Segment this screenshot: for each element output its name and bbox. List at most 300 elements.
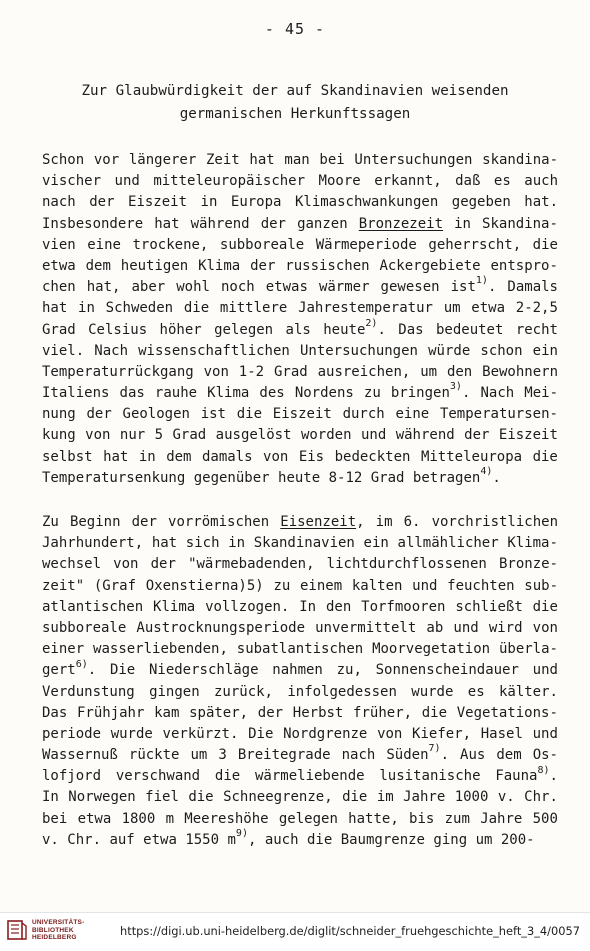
word: Austrocknungsperiode — [136, 619, 305, 636]
word: die — [306, 831, 341, 848]
word: die — [421, 704, 448, 721]
word: schon — [480, 342, 523, 359]
word: von — [263, 448, 289, 465]
word: vien — [42, 236, 76, 253]
word: rückte — [128, 747, 180, 764]
word: Nordens — [294, 385, 354, 402]
word: gewesen — [380, 279, 440, 296]
title-line-1: Zur Glaubwürdigkeit der auf Skandinavien weisenden — [81, 83, 509, 99]
word: Bronze- — [498, 556, 558, 573]
word: 1-2 — [238, 363, 265, 380]
word: m — [165, 810, 175, 827]
word: nur — [119, 427, 146, 444]
word: der — [86, 406, 112, 423]
word: und — [360, 427, 387, 444]
text-line — [42, 277, 558, 298]
word: gegeben — [451, 194, 511, 211]
word: Die — [109, 662, 136, 679]
word: Geologen — [122, 406, 190, 423]
word: der — [150, 556, 176, 573]
word: um — [475, 831, 501, 848]
word: Wassernuß — [42, 747, 118, 764]
text-line — [42, 317, 558, 341]
word: wasserliebenden, — [93, 641, 228, 658]
word: die — [236, 406, 263, 423]
text-line — [42, 639, 558, 660]
word: zum — [444, 810, 470, 827]
word: Temperatursenkung — [42, 469, 194, 486]
word: Verdunstung — [42, 683, 135, 700]
word: zu — [363, 385, 381, 402]
word: Mitteleuropa — [420, 448, 523, 465]
word: der — [250, 257, 276, 274]
word: nach — [42, 194, 76, 211]
word: hat — [42, 300, 68, 317]
word: entspro- — [490, 257, 558, 274]
word: die — [532, 598, 558, 615]
word: aber — [131, 279, 166, 296]
word: Niederschläge — [148, 662, 259, 679]
word: 3 — [218, 747, 227, 764]
text-line — [42, 745, 558, 766]
word: während — [190, 215, 250, 232]
article-title — [0, 80, 590, 126]
word: hat. — [524, 194, 558, 211]
word: Europa — [230, 194, 282, 211]
word: Breitegrade — [237, 747, 331, 764]
word: geherrscht, — [428, 236, 522, 253]
text-line — [42, 724, 558, 745]
word: und — [532, 725, 558, 742]
page-number: - 45 - — [264, 20, 326, 38]
word: ein — [363, 535, 389, 552]
word: in — [78, 300, 95, 317]
word: Zu — [42, 514, 59, 530]
word: der — [464, 427, 490, 444]
word: Chr. — [67, 831, 110, 848]
word: Italiens — [42, 385, 110, 402]
word: sub- — [524, 577, 558, 594]
word: feuchten — [447, 577, 515, 594]
word: gert$^{6)}$. — [42, 658, 97, 679]
word: wohl — [176, 279, 210, 296]
word: die — [342, 789, 368, 806]
word: und — [114, 173, 140, 190]
word: zu — [273, 577, 291, 594]
word: skandina- — [482, 152, 558, 168]
word: die — [188, 789, 214, 806]
word: wurde — [411, 683, 454, 700]
word: Jahrhundert, — [42, 535, 144, 552]
word: Meereshöhe — [184, 810, 269, 827]
word: ist — [200, 406, 226, 423]
text-line — [42, 809, 558, 830]
word: daß — [455, 173, 481, 190]
word: Grad — [42, 321, 76, 338]
word: ausreichen, — [317, 363, 411, 380]
word: schließt — [455, 598, 523, 615]
text-line — [42, 447, 558, 468]
text-line — [42, 766, 558, 787]
word: hatte, — [348, 810, 399, 827]
word: und — [412, 577, 438, 594]
university-library-logo-icon — [6, 919, 28, 941]
word: Schon — [42, 152, 85, 168]
word: heute$^{2)}$. — [323, 317, 386, 338]
word: eine — [87, 236, 121, 253]
word: mitteleuropäischer — [153, 173, 306, 190]
word: Untersuchungen — [299, 342, 418, 359]
word: Fauna$^{8)}$. — [495, 764, 558, 785]
word: hat — [154, 215, 180, 232]
word: In — [42, 789, 59, 806]
word: Mei- — [524, 385, 558, 402]
word: hat — [249, 152, 275, 168]
word: Grad — [172, 427, 207, 444]
word: von — [377, 725, 403, 742]
word: wird — [488, 619, 523, 636]
word: Ackergebiete — [379, 257, 481, 274]
title-line-2: germanischen Herkunftssagen — [179, 106, 411, 122]
word: bedeutet — [435, 321, 504, 338]
word: v. — [42, 831, 68, 848]
word: Eiszeit — [128, 194, 188, 211]
word: gelegen — [214, 321, 274, 338]
word: Grad — [370, 469, 413, 486]
word: trockene, — [132, 236, 209, 253]
word: hat — [151, 535, 178, 552]
word: bringen$^{3)}$. — [390, 381, 471, 402]
word: mittlere — [219, 300, 288, 317]
word: russischen — [285, 257, 370, 274]
word: 200- — [500, 831, 535, 848]
word: worden — [300, 427, 352, 444]
word: Nordgrenze — [283, 725, 368, 742]
word: Moorvegetation — [372, 641, 491, 658]
word: verkürzt. — [162, 725, 239, 742]
word: Jahre — [480, 810, 523, 827]
text-line — [42, 425, 558, 446]
word: periode — [42, 725, 102, 742]
word: etwa — [77, 810, 112, 827]
word: v. — [497, 789, 515, 806]
word: lichtdurchflossenen — [326, 556, 487, 573]
word: auch — [264, 831, 307, 848]
word: von — [203, 363, 229, 380]
word: Süden$^{7)}$. — [386, 743, 449, 764]
word: sich — [185, 535, 220, 552]
word: verschwand — [115, 768, 201, 785]
word: wurde — [110, 725, 153, 742]
word: gelegen — [278, 810, 338, 827]
word: wissenschaftlichen — [138, 342, 290, 359]
word: Temperaturrückgang — [42, 363, 194, 380]
word: etwa — [471, 300, 506, 317]
word: subboreale — [42, 619, 127, 636]
word: unvermittelt — [315, 619, 417, 636]
word: in — [138, 448, 156, 465]
text-line — [42, 703, 558, 724]
word: Kiefer, — [412, 725, 472, 742]
word: ist$^{1)}$. — [450, 275, 497, 296]
word: höher — [159, 321, 202, 338]
text-line — [42, 682, 558, 703]
word: Insbesondere — [42, 215, 144, 232]
word: 500 — [532, 810, 558, 827]
word: der — [131, 514, 157, 530]
text-line — [42, 362, 558, 383]
text-line — [42, 597, 558, 618]
word: eine — [395, 406, 430, 423]
word: hat, — [86, 279, 121, 296]
word: viel. — [42, 342, 85, 359]
word: und — [532, 662, 558, 679]
word: im — [376, 789, 394, 806]
word: Damals — [507, 279, 558, 296]
word: von — [113, 556, 139, 573]
word: Aus — [460, 747, 486, 764]
text-line — [42, 533, 558, 554]
word: wärmer — [318, 279, 370, 296]
word: lusitanische — [379, 768, 481, 785]
word: Hasel — [480, 725, 523, 742]
word: Chr. — [524, 789, 558, 806]
word: es — [493, 173, 511, 190]
word: 1800 — [121, 810, 156, 827]
paragraph-1 — [42, 150, 558, 489]
word: nach — [341, 747, 376, 764]
word: überla- — [498, 641, 558, 658]
text-line — [42, 512, 558, 533]
word: selbst — [42, 448, 93, 465]
word: Herbst — [292, 704, 344, 721]
word: es — [467, 683, 485, 700]
text-line — [42, 618, 558, 639]
text-line — [42, 256, 558, 277]
word: vorchristlichen — [431, 514, 558, 530]
word: der — [89, 194, 115, 211]
word: etwas — [265, 279, 308, 296]
text-line — [42, 150, 558, 171]
word: um — [190, 747, 208, 764]
word: 5 — [154, 427, 164, 444]
word: ein — [532, 342, 558, 359]
word: der — [260, 215, 286, 232]
word: durch — [342, 406, 385, 423]
word: damals — [201, 448, 253, 465]
word: Klima — [198, 257, 241, 274]
word: gingen — [149, 683, 200, 700]
viewer-footer — [0, 912, 590, 951]
word: bei — [319, 152, 345, 168]
word: vor — [93, 152, 120, 168]
word: ab — [426, 619, 444, 636]
word: heutigen — [120, 257, 189, 274]
word: Beginn — [69, 514, 121, 530]
word: in — [228, 535, 246, 552]
word: lofjord — [42, 768, 102, 785]
library-logo-text: UNIVERSITÄTS- BIBLIOTHEK HEIDELBERG — [32, 919, 85, 941]
word: 8-12 — [328, 469, 371, 486]
word: wärmeliebende — [255, 768, 365, 785]
word: vischer — [42, 173, 102, 190]
word: gegenüber — [193, 469, 279, 486]
word: während — [395, 427, 455, 444]
word: etwa — [42, 257, 76, 274]
word: längerer — [128, 152, 197, 168]
word: 1000 — [454, 789, 489, 806]
word: dem — [496, 747, 522, 764]
word: würde — [428, 342, 471, 359]
word: dem — [166, 448, 192, 465]
word: den — [325, 598, 352, 615]
word: Eisenzeit, — [280, 514, 365, 530]
word: "wärmebadenden, — [188, 556, 315, 573]
word: rauhe — [154, 385, 198, 402]
text-line — [42, 830, 558, 851]
paragraph-2 — [42, 512, 558, 851]
word: kälter. — [498, 683, 558, 700]
word: Celsius — [88, 321, 148, 338]
word: Untersuchungen — [354, 152, 473, 168]
word: den — [446, 363, 473, 380]
word: im — [375, 514, 393, 530]
word: Zeit — [206, 152, 240, 168]
word: bei — [42, 810, 68, 827]
word: in — [200, 194, 218, 211]
word: $m^{9)}$, — [227, 828, 265, 848]
word: Baumgrenze — [340, 831, 434, 848]
word: von — [532, 619, 558, 636]
text-line — [42, 383, 558, 404]
text-line — [42, 298, 558, 319]
word: ging — [433, 831, 476, 848]
word: einem — [300, 577, 343, 594]
word: die — [532, 448, 558, 465]
word: auch — [524, 173, 558, 190]
word: allmählicher — [397, 535, 499, 552]
word: Schneegrenze, — [223, 789, 333, 806]
word: die — [183, 300, 210, 317]
word: Nach — [480, 385, 515, 402]
word: bis — [409, 810, 435, 827]
word: vorrömischen — [168, 514, 270, 530]
word: später, — [189, 704, 249, 721]
word: 6. — [403, 514, 421, 530]
word: früher, — [353, 704, 413, 721]
word: 1550 — [185, 831, 228, 848]
word: Jahrestemperatur — [298, 300, 433, 317]
word: Eiszeit — [498, 427, 558, 444]
word: Skandinavien — [253, 535, 355, 552]
word: und — [453, 619, 479, 636]
word: hat — [103, 448, 129, 465]
word: Nach — [94, 342, 128, 359]
text-line — [42, 341, 558, 362]
document-url-link[interactable]: https://digi.ub.uni-heidelberg.de/diglit/schneider_fruehgeschichte_heft_3_4/0057 — [120, 924, 580, 938]
word: von — [85, 427, 111, 444]
word: Klima- — [507, 535, 558, 552]
word: das — [119, 385, 145, 402]
word: um — [443, 300, 461, 317]
word: erkannt, — [374, 173, 442, 190]
word: In — [299, 598, 317, 615]
word: nahmen — [272, 662, 323, 679]
word: Klimaschwankungen — [294, 194, 439, 211]
word: kung — [42, 427, 76, 444]
text-line — [42, 192, 558, 213]
word: in — [454, 215, 471, 232]
word: atlantischen — [42, 598, 144, 615]
library-logo[interactable] — [6, 919, 84, 942]
word: kalten — [351, 577, 403, 594]
word: Bewohnern — [482, 363, 558, 380]
word: Torfmooren — [361, 598, 446, 615]
word: Vegetations- — [456, 704, 558, 721]
word: Grad — [273, 363, 308, 380]
word: Norwegen — [68, 789, 136, 806]
word: Wärmeperiode — [315, 236, 417, 253]
word: des — [259, 385, 285, 402]
word: nung — [42, 406, 76, 423]
text-line — [42, 214, 558, 235]
word: infolgedessen — [287, 683, 397, 700]
word: der — [257, 704, 284, 721]
text-line — [42, 660, 558, 681]
word: Os- — [532, 747, 558, 764]
word: Oxenstierna)5) — [145, 577, 264, 594]
word: Frühjahr — [76, 704, 145, 721]
word: Sonnenscheindauer — [375, 662, 519, 679]
word: man — [284, 152, 310, 168]
word: die — [214, 768, 241, 785]
text-line — [42, 468, 558, 489]
text-line — [42, 576, 558, 597]
word: einer — [42, 641, 85, 658]
word: auf — [109, 831, 144, 848]
text-line — [42, 787, 558, 808]
word: wechsel — [42, 556, 102, 573]
word: als — [285, 321, 311, 338]
word: subboreale — [219, 236, 305, 253]
word: zurück, — [213, 683, 273, 700]
word: um — [420, 363, 438, 380]
word: die — [532, 236, 558, 253]
text-line — [42, 235, 558, 256]
text-line — [42, 404, 558, 425]
word: zu, — [336, 662, 362, 679]
word: Eis — [298, 448, 325, 465]
word: betragen$^{4)}$. — [412, 466, 501, 486]
word: recht — [515, 321, 558, 338]
word: Bronzezeit — [358, 215, 444, 232]
word: Das — [42, 704, 68, 721]
word: Klima — [207, 385, 250, 402]
word: Moore — [318, 173, 361, 190]
word: fiel — [145, 789, 179, 806]
word: Schweden — [105, 300, 174, 317]
word: vollzogen. — [205, 598, 290, 615]
word: etwa — [143, 831, 186, 848]
word: kam — [154, 704, 180, 721]
word: heute — [278, 469, 329, 486]
word: noch — [221, 279, 255, 296]
word: Jahre — [403, 789, 446, 806]
word: subatlantischen — [236, 641, 364, 658]
word: Skandina- — [482, 215, 558, 232]
word: bedeckten — [334, 448, 411, 465]
word: (Graf — [93, 577, 137, 594]
